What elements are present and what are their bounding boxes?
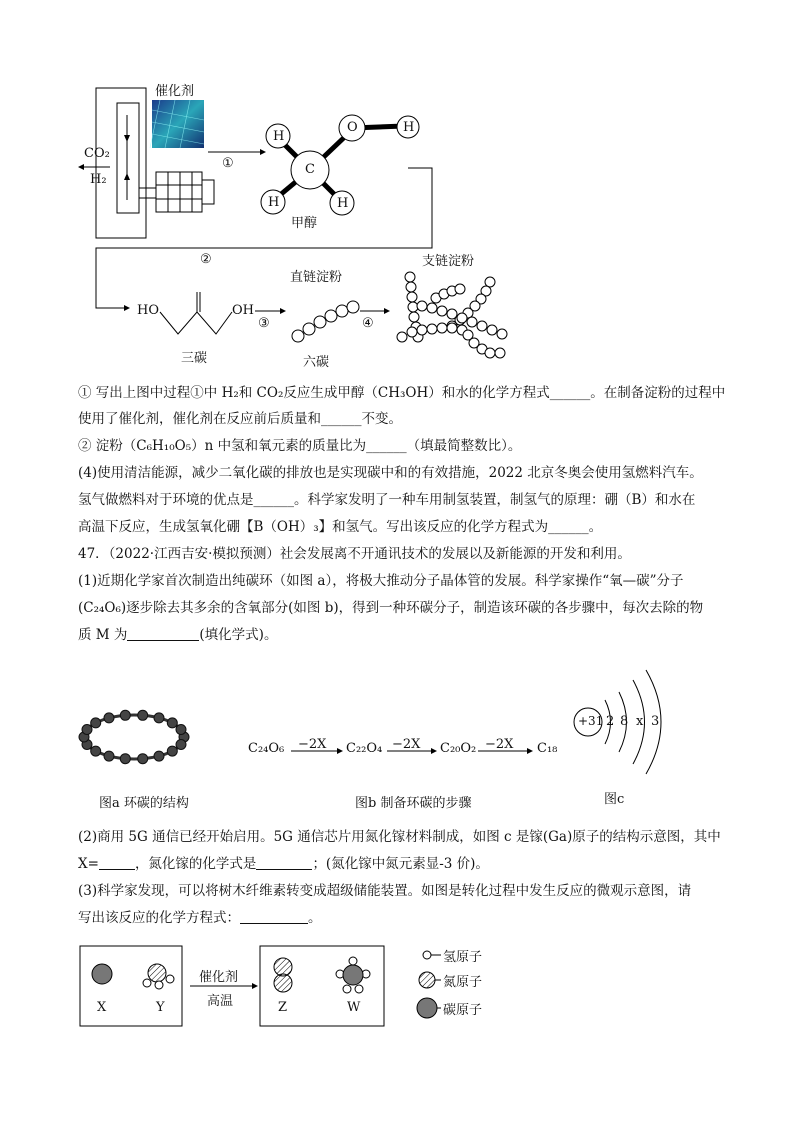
step2-label: ② <box>200 252 212 267</box>
ring-carbon-atom <box>120 754 130 764</box>
label-z: Z <box>278 1000 288 1015</box>
legend <box>417 951 441 1018</box>
step3-label: ③ <box>258 316 270 331</box>
q47-2-line2-end: ；(氮化镓中氮元素显-3 价)。 <box>312 856 489 872</box>
answer-blank-equation[interactable] <box>240 909 308 924</box>
ring-carbon-atom <box>176 740 186 750</box>
six-carbon-chain <box>292 301 359 342</box>
x-carbon-atom <box>92 964 112 984</box>
shell-1: 2 <box>606 714 615 729</box>
label-y: Y <box>156 1000 165 1015</box>
step4-label: ④ <box>362 316 374 331</box>
starch-unit <box>409 312 419 322</box>
linear-starch-label: 直链淀粉 <box>290 270 343 285</box>
atom-c: C <box>305 162 315 177</box>
ring-carbon-atom <box>104 713 114 723</box>
w-methane-molecule <box>336 957 370 993</box>
q47-3-line2-end: 。 <box>308 910 322 926</box>
q47-1-line3-start: 质 M 为 <box>78 627 128 643</box>
label-w: W <box>347 1000 361 1015</box>
ring-carbon-atom <box>154 751 164 761</box>
legend-h-icon <box>423 951 431 959</box>
answer-blank-m[interactable] <box>127 626 199 641</box>
fig-b-caption: 图b 制备环碳的步骤 <box>355 796 472 811</box>
formula-c18: C₁₈ <box>537 741 558 756</box>
minus-2x-2: −2X <box>392 737 421 752</box>
starch-synthesis-diagram <box>0 0 794 380</box>
fig-a-caption: 图a 环碳的结构 <box>99 796 189 811</box>
starch-unit <box>417 301 427 311</box>
starch-unit <box>408 302 418 312</box>
q47-header: 47．（2022·江西吉安·模拟预测）社会发展离不开通讯技术的发展以及新能源的开发和利用。 <box>78 546 631 562</box>
q47-3-line2-start: 写出该反应的化学方程式： <box>78 910 240 926</box>
carbon-ring <box>79 710 189 763</box>
y-ammonia-molecule <box>143 964 174 989</box>
nucleus-label: +31 <box>578 714 604 728</box>
h2-label: H₂ <box>90 172 107 187</box>
starch-unit <box>427 324 437 334</box>
reactor-core <box>156 172 214 212</box>
starch-unit <box>487 325 497 335</box>
minus-2x-1: −2X <box>298 737 327 752</box>
ring-carbon-atom <box>138 710 148 720</box>
q47-1-line2: (C₂₄O₆)逐步除去其多余的含氧部分(如图 b)，得到一种环碳分子，制造该环碳的各步骤中，每次去除的物 <box>78 600 704 616</box>
starch-unit <box>427 303 437 313</box>
starch-unit <box>497 329 507 339</box>
q47-2-line2-mid: ，氮化镓的化学式是 <box>134 856 257 872</box>
shell-3: x <box>636 714 644 729</box>
q2-line: ② 淀粉（C₆H₁₀O₅）n 中氢和氧元素的质量比为______（填最简整数比）。 <box>78 438 522 454</box>
q1-line2: 使用了催化剂，催化剂在反应前后质量和______不变。 <box>78 411 402 427</box>
formula-c20o2: C₂₀O₂ <box>440 741 477 756</box>
ring-carbon-atom <box>138 754 148 764</box>
q4-line1: (4)使用清洁能源，减少二氧化碳的排放也是实现碳中和的有效措施，2022 北京冬奥会使用氢燃料汽车。 <box>78 465 703 481</box>
starch-unit <box>406 282 416 292</box>
condition-high-temp: 高温 <box>207 994 234 1009</box>
ring-carbon-atom <box>91 718 101 728</box>
ring-carbon-atom <box>120 710 130 720</box>
starch-unit <box>397 332 407 342</box>
q4-line3: 高温下反应，生成氢氧化硼【B（OH）₃】和氢气。写出该反应的化学方程式为______。 <box>78 519 603 535</box>
starch-unit <box>447 323 457 333</box>
legend-c-label: 碳原子 <box>443 1003 483 1018</box>
branched-starch <box>397 272 507 358</box>
q47-1-line3-end: (填化学式)。 <box>199 627 278 643</box>
q47-2-line1: (2)商用 5G 通信已经开始启用。5G 通信芯片用氮化镓材料制成，如图 c 是镓(Ga)原子的结构示意图，其中 <box>78 829 721 845</box>
ring-carbon-atom <box>167 746 177 756</box>
three-carbon-skeleton <box>160 312 232 334</box>
q47-3-line2 <box>78 905 322 931</box>
oh-label: OH <box>232 303 254 318</box>
condition-catalyst: 催化剂 <box>199 970 239 985</box>
starch-unit <box>467 317 477 327</box>
minus-2x-3: −2X <box>485 737 514 752</box>
starch-unit <box>495 348 505 358</box>
legend-n-icon <box>419 972 435 988</box>
label-x: X <box>97 1000 107 1015</box>
starch-unit <box>437 306 447 316</box>
q4-line2: 氢气做燃料对于环境的优点是______。科学家发明了一种车用制氢装置，制氢气的原理：硼（B）和水在 <box>78 492 696 508</box>
starch-unit <box>405 272 415 282</box>
starch-unit <box>417 325 427 335</box>
ring-carbon-atom <box>91 746 101 756</box>
starch-unit <box>485 277 495 287</box>
reactor-loop <box>96 88 146 238</box>
starch-unit <box>407 292 417 302</box>
q47-2-line2 <box>78 851 489 877</box>
atom-h2: H <box>403 120 415 135</box>
ring-carbon-atom <box>167 718 177 728</box>
ring-carbon-atom <box>104 751 114 761</box>
ho-label: HO <box>137 303 159 318</box>
catalyst-label: 催化剂 <box>155 84 195 99</box>
catalyst-image <box>152 100 204 148</box>
q1-line1: ① 写出上图中过程①中 H₂和 CO₂反应生成甲醇（CH₃OH）和水的化学方程式______。在制备淀粉的过程中 <box>78 385 726 401</box>
fig-c-caption: 图c <box>604 792 625 807</box>
three-carbon-label: 三碳 <box>181 351 208 366</box>
atom-h1: H <box>273 129 285 144</box>
q47-2-line2-start: X= <box>78 856 99 872</box>
answer-blank-x[interactable] <box>99 855 135 870</box>
z-nitrogen-molecule <box>274 958 292 992</box>
q47-1-line1: (1)近期化学家首次制造出纯碳环（如图 a），将极大推动分子晶体管的发展。科学家操作“氧—碳”分子 <box>78 573 684 589</box>
starch-unit <box>485 348 495 358</box>
formula-c24o6: C₂₄O₆ <box>248 741 285 756</box>
starch-unit <box>477 321 487 331</box>
legend-n-label: 氮原子 <box>443 975 483 990</box>
starch-unit <box>457 313 467 323</box>
q47-1-line3 <box>78 622 277 648</box>
starch-unit <box>455 284 465 294</box>
legend-h-label: 氢原子 <box>443 950 483 965</box>
shell-2: 8 <box>620 714 629 729</box>
shell-4: 3 <box>651 714 660 729</box>
ring-carbon-atom <box>82 725 92 735</box>
methanol-label: 甲醇 <box>291 216 318 231</box>
starch-unit <box>447 309 457 319</box>
formula-c22o4: C₂₂O₄ <box>346 741 383 756</box>
starch-unit <box>407 327 417 337</box>
six-carbon-label: 六碳 <box>303 355 330 370</box>
starch-unit <box>437 323 447 333</box>
atom-h4: H <box>337 196 349 211</box>
co2-label: CO₂ <box>84 146 110 161</box>
step1-label: ① <box>222 156 234 171</box>
micro-reaction-diagram <box>0 935 794 1035</box>
legend-c-icon <box>417 998 437 1018</box>
atom-h3: H <box>268 195 280 210</box>
branched-starch-label: 支链淀粉 <box>422 254 475 269</box>
reactants-box <box>80 946 182 1026</box>
atom-o: O <box>347 120 358 135</box>
ring-carbon-atom <box>154 713 164 723</box>
answer-blank-gan[interactable] <box>256 855 312 870</box>
ring-carbon-atom <box>176 725 186 735</box>
q47-3-line1: (3)科学家发现，可以将树木纤维素转变成超级储能装置。如图是转化过程中发生反应的微观示意图，请 <box>78 883 692 899</box>
